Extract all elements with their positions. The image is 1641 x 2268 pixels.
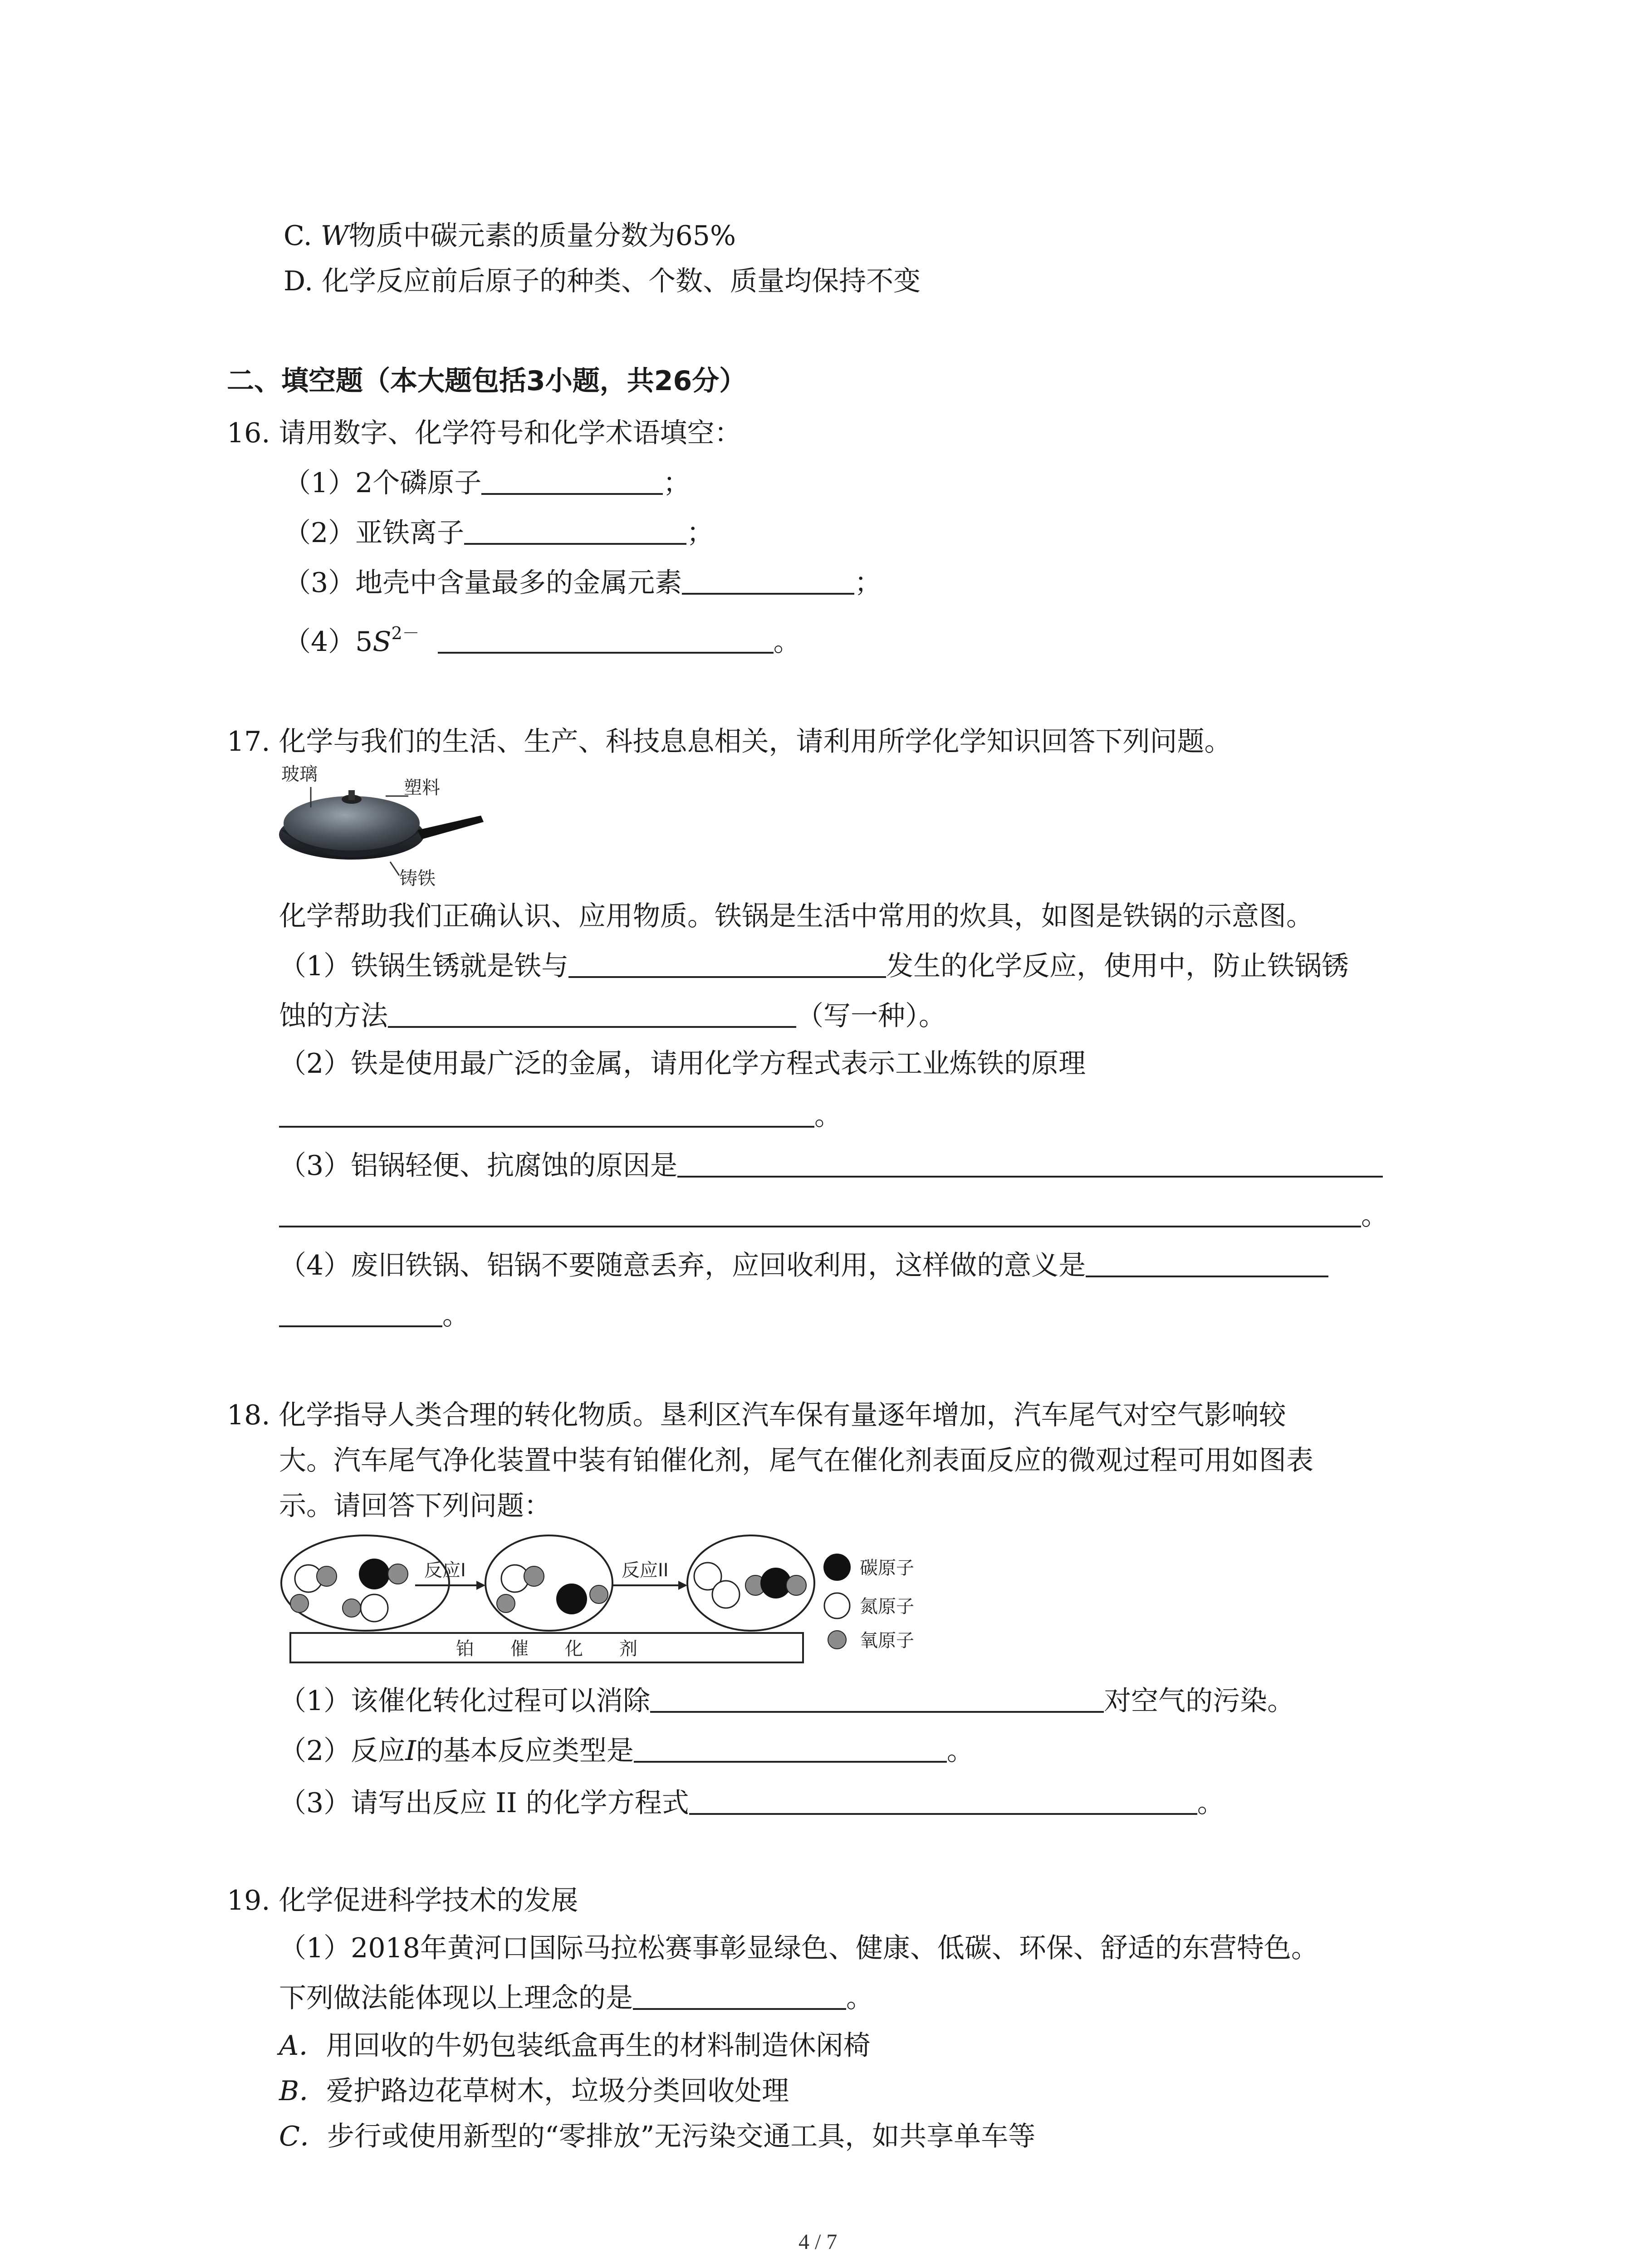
- q19-option-a: A．用回收的牛奶包装纸盒再生的材料制造休闲椅: [279, 2030, 871, 2062]
- q18-part1: （1）该催化转化过程可以消除 对空气的污染。: [279, 1683, 1294, 1719]
- answer-blank[interactable]: [682, 565, 854, 595]
- q17-part2: （2）铁是使用最广泛的金属，请用化学方程式表示工业炼铁的原理: [279, 1048, 1086, 1080]
- q16-part2: （2）亚铁离子 ；: [284, 515, 714, 551]
- wok-figure: [272, 762, 490, 889]
- wok-lid: [284, 796, 420, 850]
- q17-part3: （3）铝锅轻便、抗腐蚀的原因是: [279, 1148, 1383, 1184]
- answer-blank[interactable]: [279, 1098, 814, 1128]
- reaction-2-label: 反应II: [622, 1560, 669, 1581]
- q17-part2-answer: 。: [279, 1098, 842, 1134]
- legend-oxygen-swatch: [828, 1631, 846, 1649]
- option-text: 化学反应前后原子的种类、个数、质量均保持不变: [322, 265, 921, 297]
- oxygen-atom: [343, 1599, 361, 1617]
- answer-blank[interactable]: [568, 948, 886, 978]
- answer-blank[interactable]: [388, 998, 796, 1028]
- answer-blank[interactable]: [279, 1198, 1361, 1227]
- q16-part1: （1）2个磷原子 ；: [284, 465, 690, 501]
- q18-stem-line2: 大。汽车尾气净化装置中装有铂催化剂，尾气在催化剂表面反应的微观过程可用如图表: [279, 1445, 1313, 1476]
- q16-part4: $(4)5S^{2-}$ 。: [284, 623, 801, 658]
- section-title: 二、填空题（本大题包括3小题，共26分）: [227, 365, 747, 397]
- answer-blank[interactable]: [1086, 1247, 1328, 1277]
- legend-nitrogen: 氮原子: [860, 1596, 914, 1617]
- legend-carbon-swatch: [823, 1554, 851, 1581]
- label-plastic: 塑料: [404, 777, 440, 798]
- q17-part4-cont: 。: [279, 1297, 470, 1334]
- q17-intro: 化学帮助我们正确认识、应用物质。铁锅是生活中常用的炊具，如图是铁锅的示意图。: [279, 900, 1313, 932]
- answer-blank[interactable]: [689, 1785, 1197, 1815]
- oxygen-atom: [497, 1594, 515, 1613]
- answer-blank[interactable]: [634, 1733, 947, 1763]
- q18-part3: （3）请写出反应 II 的化学方程式 。: [279, 1785, 1225, 1821]
- option-d: [284, 263, 921, 299]
- option-c: [284, 218, 736, 254]
- oxygen-atom: [290, 1594, 309, 1613]
- oxygen-atom: [388, 1564, 408, 1584]
- legend-oxygen: 氧原子: [860, 1630, 914, 1651]
- q18-stem-line3: 示。请回答下列问题：: [279, 1490, 551, 1522]
- oxygen-atom: [590, 1585, 608, 1603]
- legend-nitrogen-swatch: [824, 1593, 850, 1618]
- carbon-atom: [359, 1559, 390, 1589]
- oxygen-atom: [524, 1566, 544, 1586]
- label-iron: 铸铁: [399, 868, 436, 889]
- variable-w: W: [320, 220, 349, 252]
- q16-stem: 16. 请用数字、化学符号和化学术语填空：: [227, 417, 742, 449]
- q17-part1: （1）铁锅生锈就是铁与 发生的化学反应，使用中，防止铁锅锈: [279, 948, 1349, 984]
- option-letter: C.: [284, 220, 312, 252]
- answer-blank[interactable]: [438, 624, 774, 654]
- q17-stem: 17. 化学与我们的生活、生产、科技息息相关，请利用所学化学知识回答下列问题。: [227, 726, 1232, 758]
- q18-stem-line1: 18. 化学指导人类合理的转化物质。垦利区汽车保有量逐年增加，汽车尾气对空气影响较: [227, 1399, 1286, 1431]
- answer-blank[interactable]: [677, 1148, 1383, 1178]
- option-text: 物质中碳元素的质量分数为65%: [348, 220, 736, 252]
- q18-part2: （2）反应I的基本反应类型是 。: [279, 1733, 974, 1769]
- nitrogen-atom: [712, 1581, 740, 1608]
- oxygen-atom: [786, 1575, 806, 1595]
- q17-part3-cont: 。: [279, 1198, 1388, 1234]
- q19-stem: 19. 化学促进科学技术的发展: [227, 1885, 578, 1916]
- label-glass: 玻璃: [281, 764, 318, 785]
- q19-part1: （1）2018年黄河口国际马拉松赛事彰显绿色、健康、低碳、环保、舒适的东营特色。: [279, 1932, 1318, 1964]
- option-letter: D.: [284, 265, 314, 297]
- oxygen-atom: [317, 1566, 337, 1586]
- q19-option-b: B．爱护路边花草树木，垃圾分类回收处理: [279, 2075, 789, 2107]
- answer-blank[interactable]: [464, 515, 686, 545]
- q17-part4: （4）废旧铁锅、铝锅不要随意丢弃，应回收利用，这样做的意义是: [279, 1247, 1328, 1284]
- answer-blank[interactable]: [481, 465, 663, 495]
- q19-part1-cont: 下列做法能体现以上理念的是 。: [279, 1980, 873, 2016]
- q19-option-c: C．步行或使用新型的“零排放”无污染交通工具，如共享单车等: [279, 2121, 1036, 2152]
- q17-part1-cont: 蚀的方法 （写一种）。: [279, 998, 946, 1034]
- catalyst-label: 铂 催 化 剂: [456, 1638, 637, 1659]
- answer-blank[interactable]: [650, 1683, 1104, 1713]
- answer-blank[interactable]: [279, 1297, 442, 1327]
- q16-part3: （3）地壳中含量最多的金属元素 ；: [284, 565, 882, 601]
- nitrogen-atom: [361, 1594, 388, 1622]
- carbon-atom: [556, 1584, 587, 1614]
- answer-blank[interactable]: [633, 1980, 846, 2010]
- catalyst-diagram: [279, 1531, 941, 1667]
- reaction-1-label: 反应I: [424, 1560, 466, 1581]
- legend-carbon: 碳原子: [860, 1558, 914, 1579]
- wok-handle: [417, 816, 484, 839]
- page-number: 4 / 7: [798, 2230, 838, 2254]
